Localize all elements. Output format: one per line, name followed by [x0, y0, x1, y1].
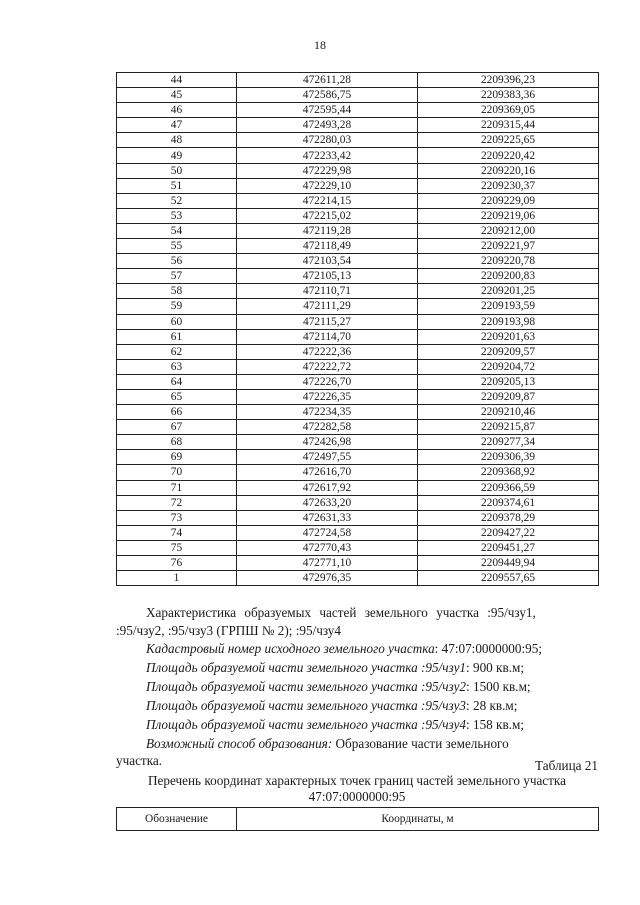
x-coordinate-cell: 472229,10 — [237, 178, 418, 193]
x-coordinate-cell: 472724,58 — [237, 525, 418, 540]
y-coordinate-cell: 2209209,57 — [418, 344, 599, 359]
table-row — [117, 193, 599, 208]
characteristic-line-1: Характеристика образуемых частей земельного участка :95/чзу1, — [146, 605, 536, 620]
table-row — [117, 103, 599, 118]
x-coordinate-cell: 472770,43 — [237, 540, 418, 555]
table-row — [117, 284, 599, 299]
point-number-cell: 59 — [117, 299, 237, 314]
coordinates-table-body — [117, 73, 599, 586]
x-coordinate-cell: 472234,35 — [237, 405, 418, 420]
header-coordinates: Координаты, м — [237, 808, 599, 831]
x-coordinate-cell: 472222,72 — [237, 359, 418, 374]
x-coordinate-cell: 472282,58 — [237, 420, 418, 435]
table-row — [117, 495, 599, 510]
point-number-cell: 54 — [117, 223, 237, 238]
point-number-cell: 46 — [117, 103, 237, 118]
point-number-cell: 60 — [117, 314, 237, 329]
x-coordinate-cell: 472631,33 — [237, 510, 418, 525]
point-number-cell: 50 — [117, 163, 237, 178]
y-coordinate-cell: 2209193,98 — [418, 314, 599, 329]
table-row — [117, 329, 599, 344]
table-row — [117, 420, 599, 435]
x-coordinate-cell: 472426,98 — [237, 435, 418, 450]
table-row — [117, 556, 599, 571]
point-number-cell: 70 — [117, 465, 237, 480]
point-number-cell: 51 — [117, 178, 237, 193]
y-coordinate-cell: 2209277,34 — [418, 435, 599, 450]
x-coordinate-cell: 472214,15 — [237, 193, 418, 208]
x-coordinate-cell: 472118,49 — [237, 239, 418, 254]
characteristic-line-2: :95/чзу2, :95/чзу3 (ГРПШ № 2); :95/чзу4 — [116, 623, 341, 638]
table-row — [117, 299, 599, 314]
table-row — [117, 344, 599, 359]
point-number-cell: 62 — [117, 344, 237, 359]
point-number-cell: 66 — [117, 405, 237, 420]
x-coordinate-cell: 472771,10 — [237, 556, 418, 571]
x-coordinate-cell: 472616,70 — [237, 465, 418, 480]
point-number-cell: 52 — [117, 193, 237, 208]
cadastral-number — [146, 640, 542, 658]
point-number-cell: 65 — [117, 389, 237, 404]
header-designation: Обозначение — [117, 808, 237, 831]
point-number-cell: 45 — [117, 88, 237, 103]
x-coordinate-cell: 472114,70 — [237, 329, 418, 344]
list-title — [116, 773, 598, 805]
table-number-label: Таблица 21 — [535, 758, 598, 773]
point-number-cell: 44 — [117, 73, 237, 88]
y-coordinate-cell: 2209215,87 — [418, 420, 599, 435]
point-number-cell: 55 — [117, 239, 237, 254]
table-row — [117, 389, 599, 404]
area-value: : 900 кв.м; — [466, 660, 524, 675]
table-row — [117, 73, 599, 88]
table-row — [117, 118, 599, 133]
y-coordinate-cell: 2209366,59 — [418, 480, 599, 495]
y-coordinate-cell: 2209219,06 — [418, 208, 599, 223]
table-row — [117, 314, 599, 329]
formation-method — [146, 735, 598, 753]
point-number-cell: 75 — [117, 540, 237, 555]
list-title-line-1: Перечень координат характерных точек границ частей земельного участка — [148, 773, 566, 788]
formation-method-value: Образование части земельного — [332, 736, 509, 751]
next-table-header — [116, 807, 599, 831]
point-number-cell: 69 — [117, 450, 237, 465]
x-coordinate-cell: 472222,36 — [237, 344, 418, 359]
area-value: : 158 кв.м; — [466, 717, 524, 732]
table-row — [117, 571, 599, 586]
table-row — [117, 254, 599, 269]
x-coordinate-cell: 472497,55 — [237, 450, 418, 465]
point-number-cell: 47 — [117, 118, 237, 133]
y-coordinate-cell: 2209368,92 — [418, 465, 599, 480]
x-coordinate-cell: 472110,71 — [237, 284, 418, 299]
table-row — [117, 148, 599, 163]
point-number-cell: 74 — [117, 525, 237, 540]
x-coordinate-cell: 472115,27 — [237, 314, 418, 329]
y-coordinate-cell: 2209201,25 — [418, 284, 599, 299]
table-row — [117, 269, 599, 284]
formation-method-label: Возможный способ образования: — [146, 736, 333, 751]
y-coordinate-cell: 2209374,61 — [418, 495, 599, 510]
x-coordinate-cell: 472586,75 — [237, 88, 418, 103]
x-coordinate-cell: 472280,03 — [237, 133, 418, 148]
x-coordinate-cell: 472119,28 — [237, 223, 418, 238]
formation-method-continuation: участка. — [116, 753, 163, 768]
table-row — [117, 480, 599, 495]
y-coordinate-cell: 2209220,42 — [418, 148, 599, 163]
x-coordinate-cell: 472226,35 — [237, 389, 418, 404]
y-coordinate-cell: 2209315,44 — [418, 118, 599, 133]
y-coordinate-cell: 2209449,94 — [418, 556, 599, 571]
cadastral-number-label: Кадастровый номер исходного земельного участка — [146, 641, 435, 656]
y-coordinate-cell: 2209220,16 — [418, 163, 599, 178]
y-coordinate-cell: 2209427,22 — [418, 525, 599, 540]
area-value: : 1500 кв.м; — [466, 679, 531, 694]
table-row — [117, 450, 599, 465]
x-coordinate-cell: 472229,98 — [237, 163, 418, 178]
cadastral-number-value: : 47:07:0000000:95; — [434, 641, 543, 656]
y-coordinate-cell: 2209209,87 — [418, 389, 599, 404]
point-number-cell: 56 — [117, 254, 237, 269]
table-row — [117, 374, 599, 389]
area-line — [146, 659, 524, 677]
point-number-cell: 72 — [117, 495, 237, 510]
point-number-cell: 76 — [117, 556, 237, 571]
y-coordinate-cell: 2209201,63 — [418, 329, 599, 344]
point-number-cell: 1 — [117, 571, 237, 586]
x-coordinate-cell: 472226,70 — [237, 374, 418, 389]
point-number-cell: 64 — [117, 374, 237, 389]
y-coordinate-cell: 2209200,83 — [418, 269, 599, 284]
x-coordinate-cell: 472215,02 — [237, 208, 418, 223]
table-row — [117, 208, 599, 223]
x-coordinate-cell: 472976,35 — [237, 571, 418, 586]
list-title-line-2: 47:07:0000000:95 — [308, 789, 406, 804]
point-number-cell: 58 — [117, 284, 237, 299]
y-coordinate-cell: 2209229,09 — [418, 193, 599, 208]
area-label: Площадь образуемой части земельного участка :95/чзу2 — [146, 679, 467, 694]
y-coordinate-cell: 2209212,00 — [418, 223, 599, 238]
table-row — [117, 510, 599, 525]
y-coordinate-cell: 2209383,36 — [418, 88, 599, 103]
area-label: Площадь образуемой части земельного участка :95/чзу4 — [146, 717, 467, 732]
table-row — [117, 540, 599, 555]
point-number-cell: 57 — [117, 269, 237, 284]
point-number-cell: 73 — [117, 510, 237, 525]
table-row — [117, 163, 599, 178]
y-coordinate-cell: 2209221,97 — [418, 239, 599, 254]
y-coordinate-cell: 2209210,46 — [418, 405, 599, 420]
area-label: Площадь образуемой части земельного участка :95/чзу1 — [146, 660, 467, 675]
point-number-cell: 67 — [117, 420, 237, 435]
table-row — [117, 435, 599, 450]
x-coordinate-cell: 472233,42 — [237, 148, 418, 163]
area-value: : 28 кв.м; — [466, 698, 518, 713]
table-row — [117, 359, 599, 374]
point-number-cell: 61 — [117, 329, 237, 344]
y-coordinate-cell: 2209230,37 — [418, 178, 599, 193]
table-row — [117, 133, 599, 148]
point-number-cell: 63 — [117, 359, 237, 374]
y-coordinate-cell: 2209306,39 — [418, 450, 599, 465]
y-coordinate-cell: 2209225,65 — [418, 133, 599, 148]
table-row — [117, 223, 599, 238]
x-coordinate-cell: 472103,54 — [237, 254, 418, 269]
coordinates-table — [116, 72, 599, 586]
area-line — [146, 697, 517, 715]
y-coordinate-cell: 2209205,13 — [418, 374, 599, 389]
y-coordinate-cell: 2209220,78 — [418, 254, 599, 269]
y-coordinate-cell: 2209204,72 — [418, 359, 599, 374]
point-number-cell: 48 — [117, 133, 237, 148]
x-coordinate-cell: 472493,28 — [237, 118, 418, 133]
x-coordinate-cell: 472633,20 — [237, 495, 418, 510]
table-row — [117, 465, 599, 480]
table-row — [117, 88, 599, 103]
x-coordinate-cell: 472617,92 — [237, 480, 418, 495]
x-coordinate-cell: 472105,13 — [237, 269, 418, 284]
point-number-cell: 68 — [117, 435, 237, 450]
y-coordinate-cell: 2209396,23 — [418, 73, 599, 88]
y-coordinate-cell: 2209451,27 — [418, 540, 599, 555]
point-number-cell: 53 — [117, 208, 237, 223]
table-row — [117, 525, 599, 540]
x-coordinate-cell: 472611,28 — [237, 73, 418, 88]
x-coordinate-cell: 472595,44 — [237, 103, 418, 118]
y-coordinate-cell: 2209193,59 — [418, 299, 599, 314]
area-line — [146, 678, 531, 696]
point-number-cell: 71 — [117, 480, 237, 495]
point-number-cell: 49 — [117, 148, 237, 163]
area-label: Площадь образуемой части земельного участка :95/чзу3 — [146, 698, 467, 713]
x-coordinate-cell: 472111,29 — [237, 299, 418, 314]
table-row — [117, 178, 599, 193]
y-coordinate-cell: 2209557,65 — [418, 571, 599, 586]
table-row — [117, 405, 599, 420]
table-row — [117, 239, 599, 254]
page-number: 18 — [314, 38, 326, 52]
y-coordinate-cell: 2209369,05 — [418, 103, 599, 118]
y-coordinate-cell: 2209378,29 — [418, 510, 599, 525]
area-line — [146, 716, 524, 734]
